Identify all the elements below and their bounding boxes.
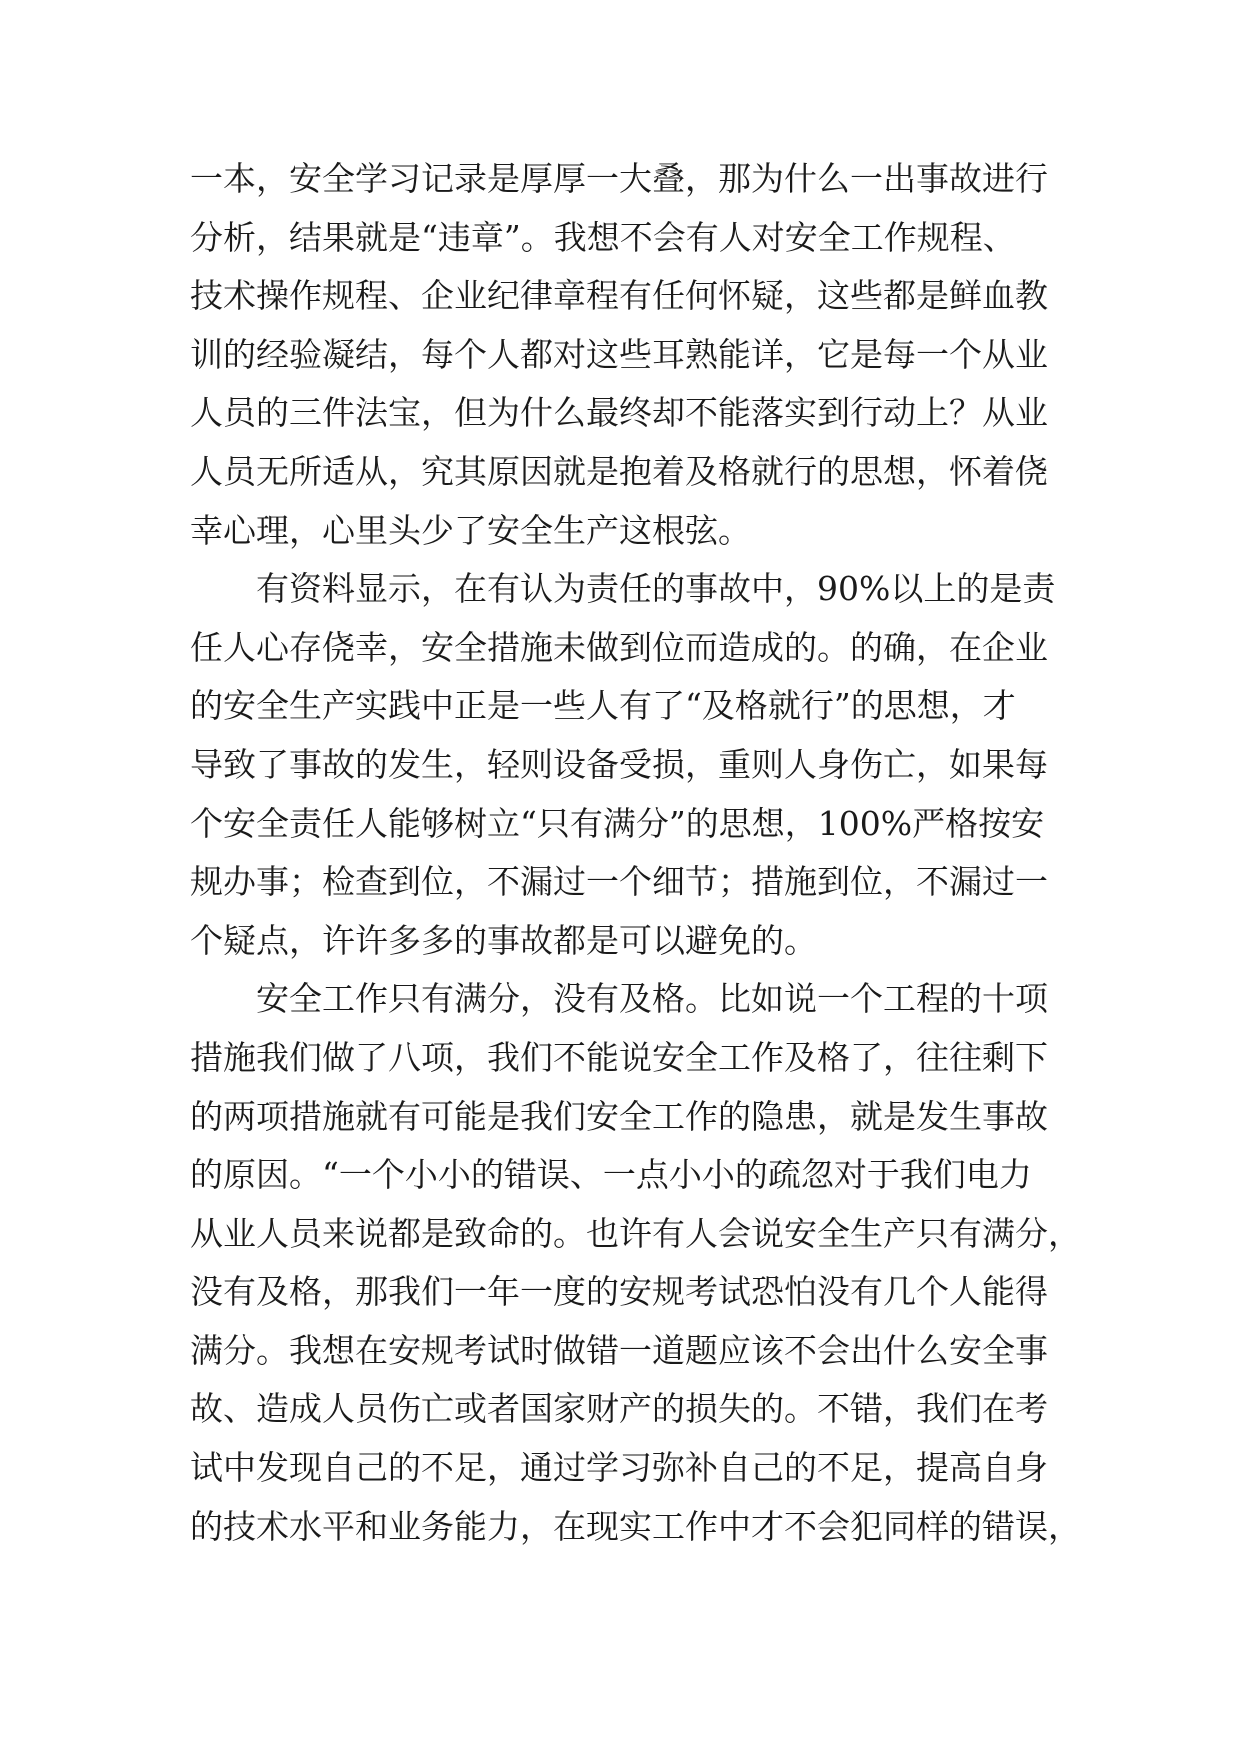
- text-line: 分析，结果就是“违章”。我想不会有人对安全工作规程、: [190, 217, 1016, 257]
- text-line: 技术操作规程、企业纪律章程有任何怀疑，这些都是鲜血教: [190, 276, 1048, 316]
- text-line: 试中发现自己的不足，通过学习弥补自己的不足，提高自身: [190, 1448, 1048, 1488]
- text-line: 一本，安全学习记录是厚厚一大叠，那为什么一出事故进行: [190, 159, 1048, 198]
- text-line: 导致了事故的发生，轻则设备受损，重则人身伤亡，如果每: [190, 744, 1048, 784]
- text-line: 的两项措施就有可能是我们安全工作的隐患，就是发生事故: [190, 1096, 1048, 1136]
- paragraph-1: [190, 150, 1046, 560]
- text-line: 训的经验凝结，每个人都对这些耳熟能详，它是每一个从业: [190, 334, 1048, 374]
- text-line: 没有及格，那我们一年一度的安规考试恐怕没有几个人能得: [190, 1272, 1048, 1312]
- text-line: 的技术水平和业务能力，在现实工作中才不会犯同样的错误，: [190, 1506, 1081, 1546]
- text-line: 的原因。“一个小小的错误、一点小小的疏忽对于我们电力: [190, 1155, 1032, 1195]
- text-line: 的安全生产实践中正是一些人有了“及格就行”的思想，才: [190, 686, 1016, 726]
- text-line: 故、造成人员伤亡或者国家财产的损失的。不错，我们在考: [190, 1389, 1048, 1429]
- text-line: 满分。我想在安规考试时做错一道题应该不会出什么安全事: [190, 1330, 1048, 1370]
- text-line: 人员的三件法宝，但为什么最终却不能落实到行动上？从业: [190, 393, 1048, 433]
- text-line: 个疑点，许许多多的事故都是可以避免的。: [190, 920, 817, 960]
- body-text: [190, 150, 1081, 1556]
- paragraph-2: [190, 560, 1056, 970]
- text-line: 幸心理，心里头少了安全生产这根弦。: [190, 510, 751, 550]
- text-line: 个安全责任人能够树立“只有满分”的思想，100%严格按安: [190, 803, 1045, 843]
- text-line: 规办事；检查到位，不漏过一个细节；措施到位，不漏过一: [190, 862, 1048, 902]
- text-line: 人员无所适从，究其原因就是抱着及格就行的思想，怀着侥: [190, 451, 1048, 491]
- text-line: 有资料显示，在有认为责任的事故中，90%以上的是责: [190, 569, 1056, 609]
- text-line: 措施我们做了八项，我们不能说安全工作及格了，往往剩下: [190, 1037, 1048, 1077]
- text-line: 安全工作只有满分，没有及格。比如说一个工程的十项: [190, 979, 1048, 1019]
- text-line: 任人心存侥幸，安全措施未做到位而造成的。的确，在企业: [190, 627, 1048, 667]
- paragraph-3: [190, 970, 1081, 1556]
- text-line: 从业人员来说都是致命的。也许有人会说安全生产只有满分，: [190, 1213, 1081, 1253]
